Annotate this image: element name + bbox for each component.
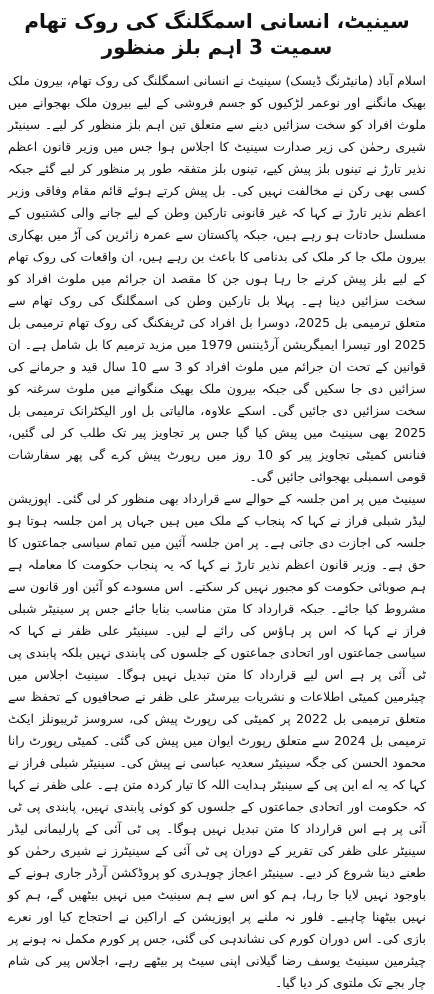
article-headline: سینیٹ، انسانی اسمگلنگ کی روک تھام سمیت 3 اہم بلز منظور: [24, 9, 410, 59]
article-paragraph: اسلام آباد (مانیٹرنگ ڈیسک) سینیٹ نے انسانی اسمگلنگ کی روک تھام، بیرون ملک بھیک مانگنے اور نوعمر لڑکیوں کو جسم فروشی کے لیے بیرون ملک بھجوانے میں ملوث افراد کو سخت سزائیں دینے سے متعلق تین اہم بلز منظور کر لیے۔ سینیٹر شیری رحمٰن کی زیر صدارت سینیٹ کا اجلاس ہوا جس میں وزیر قانون اعظم نذیر تارڑ نے تینوں بلز پیش کیے، تینوں بلز متفقہ طور پر منظور کر لیے گئے جبکہ کسی بھی رکن نے مخالفت نہیں کی۔ بل پیش کرتے ہوئے قائم مقام وفاقی وزیر اعظم نذیر تارڑ نے کہا کہ غیر قانونی تارکین وطن کے لیے جانے والی کشتیوں کے مسلسل حادثات ہو رہے ہیں، جبکہ پاکستان سے عمرہ زائرین کی آڑ میں بھکاری بیرون ملک جا کر ملک کی بدنامی کا باعث بن رہے ہیں، ان واقعات کی روک تھام کے لیے بلز پیش کرنے جا رہا ہوں جن کا مقصد ان جرائم میں ملوث افراد کو سخت سزائیں دینا ہے۔ پہلا بل تارکین وطن کی اسمگلنگ کی روک تھام سے متعلق ترمیمی بل 2025، دوسرا بل افراد کی ٹریفکنگ کی روک تھام ترمیمی بل 2025 اور تیسرا ایمیگریشن آرڈیننس 1979 میں مزید ترمیم کا بل شامل ہے۔ ان قوانین کے تحت ان جرائم میں ملوث افراد کو 3 سے 10 سال قید و جرمانے کی سزائیں دی جا سکیں گی جبکہ بیرون ملک بھیک منگوانے میں ملوث سرغنہ کو سخت سزائیں دی جائیں گی۔ اسکے علاوہ، مالیاتی بل اور الیکٹرانک ترمیمی بل 2025 بھی سینیٹ میں پیش کیا گیا جس پر تجاویز پیر تک طلب کر لی گئیں، فنانس کمیٹی تجاویز پیر کو 10 روز میں رپورٹ پیش کرے گی پھر سفارشات قومی اسمبلی بھجوائی جائیں گی۔: [8, 73, 427, 484]
article-body: [8, 70, 426, 994]
article-paragraph: سینیٹ میں پر امن جلسہ کے حوالے سے قرارداد بھی منظور کر لی گئی۔ اپوزیشن لیڈر شبلی فراز نے کہا کہ پنجاب کے ملک میں ہیں جہاں پر امن جلسہ ہوتا ہو جلسہ کی اجازت دی جاتی ہے۔ پر امن جلسہ آئین میں تمام سیاسی جماعتوں کا حق ہے۔ وزیر قانون اعظم نذیر تارڑ نے کہا کہ یہ پنجاب حکومت کا معاملہ ہے ہم صوبائی حکومت کو مجبور نہیں کر سکتے۔ اس مسودے کو آئین اور قانون سے مشروط کیا جائے۔ جبکہ قرارداد کا متن مناسب بنایا جائے جس پر سینیٹر شبلی فراز نے کہا کہ اس پر ہاؤس کی رائے لے لیں۔ سینیٹر علی ظفر نے کہا کہ سیاسی جماعتوں اور اتحادی جماعتوں کے جلسوں کی پابندی نہیں بلکہ پابندی پی ٹی آئی پر ہے اس لیے قرارداد کا متن تبدیل نہیں ہوگا۔ سینیٹ اجلاس میں چیئرمین کمیٹی اطلاعات و نشریات بیرسٹر علی ظفر نے صحافیوں کے تحفظ سے متعلق ترمیمی بل 2022 پر کمیٹی کی رپورٹ پیش کی، سروسز ٹریبونلز ایکٹ ترمیمی بل 2024 سے متعلق رپورٹ ایوان میں پیش کی گئی۔ کمیٹی رپورٹ رانا محمود الحسن کی جگہ سینیٹر سعدیہ عباسی نے پیش کی۔ سینیٹر شبلی فراز نے کہا کہ یہ اے این پی کے سینیٹر ہدایت اللہ کا تیار کردہ متن ہے۔ علی ظفر نے کہا کہ حکومت اور اتحادی جماعتوں کے جلسوں کو کوئی پابندی نہیں، پابندی پی ٹی آئی پر ہے اس قرارداد کا متن تبدیل نہیں ہوگا۔ پی ٹی آئی کے پارلیمانی لیڈر سینیٹر علی ظفر کی تقریر کے دوران پی ٹی آئی کے سینیٹرز نے شیری رحمٰن کو طعنے دینا شروع کر دیے۔ سینیٹر اعجاز چوہدری کو پروڈکشن آرڈر جاری ہونے کے باوجود نہیں لایا جا رہا، ہم کو اس سے ہم سینیٹ میں نہیں بیٹھیں گے، ہم کو نہیں بیٹھنا چاہیے۔ فلور نہ ملنے پر اپوزیشن کے اراکین نے احتجاج کیا اور نعرے بازی کی۔ اس دوران کورم کی نشاندہی کی گئی، جس پر کورم مکمل نہ ہونے پر چیئرمین سینیٹ یوسف رضا گیلانی اپنی سیٹ پر بیٹھے رہے، اجلاس پیر کی شام چار بجے تک ملتوی کر دیا گیا۔: [8, 491, 426, 990]
